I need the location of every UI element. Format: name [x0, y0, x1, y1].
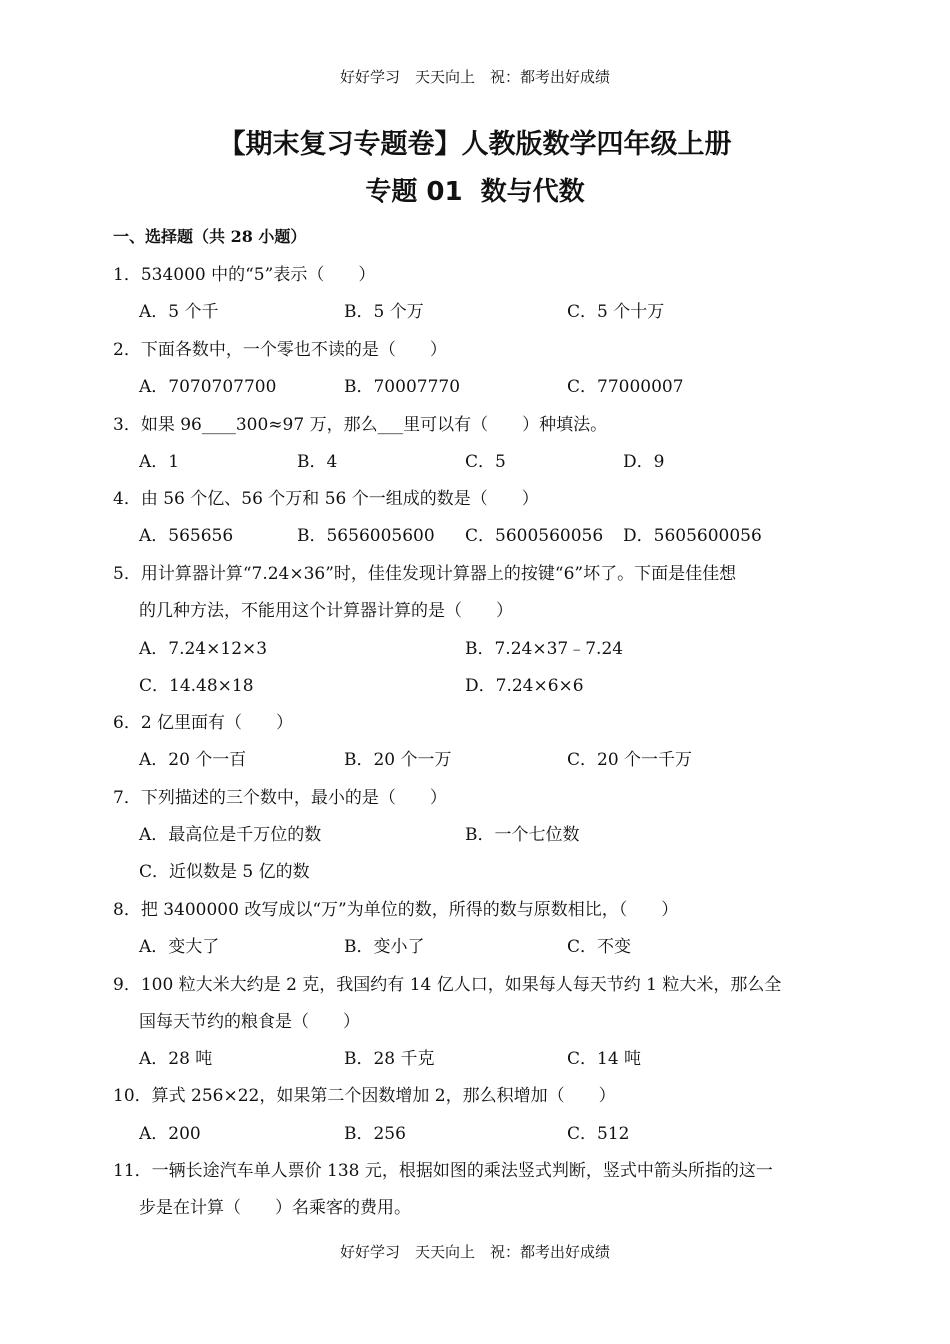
- q5-option-a: A．7.24×12×3: [139, 639, 268, 659]
- question-6: 6．2 亿里面有（ ）: [113, 713, 294, 733]
- q10-option-a: A．200: [139, 1124, 201, 1144]
- question-5: 5．用计算器计算“7.24×36”时，佳佳发现计算器上的按键“6”坏了。下面是佳佳想: [113, 564, 737, 584]
- q2-option-b: B．70007770: [344, 377, 461, 397]
- q7-option-b: B．一个七位数: [465, 825, 580, 845]
- q10-option-c: C．512: [567, 1124, 630, 1144]
- page-footer: 好好学习 天天向上 祝：都考出好成绩: [339, 1243, 610, 1261]
- q3-option-a: A．1: [139, 452, 180, 472]
- question-11-cont: 步是在计算（ ）名乘客的费用。: [139, 1198, 411, 1218]
- question-11: 11．一辆长途汽车单人票价 138 元，根据如图的乘法竖式判断，竖式中箭头所指的这一: [113, 1161, 773, 1181]
- section-heading: 一、选择题（共 28 小题）: [113, 227, 307, 246]
- q8-option-b: B．变小了: [344, 937, 425, 957]
- q5-option-b: B．7.24×37﹣7.24: [465, 639, 624, 659]
- question-3: 3．如果 96____300≈97 万，那么___里可以有（ ）种填法。: [113, 415, 608, 435]
- question-5-cont: 的几种方法，不能用这个计算器计算的是（ ）: [139, 601, 513, 621]
- question-4: 4．由 56 个亿、56 个万和 56 个一组成的数是（ ）: [113, 489, 539, 509]
- q8-option-c: C．不变: [567, 937, 632, 957]
- question-2: 2．下面各数中，一个零也不读的是（ ）: [113, 340, 447, 360]
- q9-option-c: C．14 吨: [567, 1049, 642, 1069]
- q3-option-b: B．4: [297, 452, 338, 472]
- q3-option-c: C．5: [465, 452, 506, 472]
- question-1: 1．534000 中的“5”表示（ ）: [113, 265, 376, 285]
- q10-option-b: B．256: [344, 1124, 406, 1144]
- question-9-cont: 国每天节约的粮食是（ ）: [139, 1012, 360, 1032]
- q2-option-c: C．77000007: [567, 377, 684, 397]
- q4-option-d: D．5605600056: [623, 526, 762, 546]
- question-10: 10．算式 256×22，如果第二个因数增加 2，那么积增加（ ）: [113, 1086, 616, 1106]
- q5-option-c: C．14.48×18: [139, 676, 254, 696]
- question-7: 7．下列描述的三个数中，最小的是（ ）: [113, 788, 447, 808]
- q6-option-b: B．20 个一万: [344, 750, 452, 770]
- q7-option-c: C．近似数是 5 亿的数: [139, 862, 310, 882]
- q4-option-b: B．5656005600: [297, 526, 435, 546]
- page-title: 【期末复习专题卷】人教版数学四年级上册: [218, 129, 732, 160]
- question-9: 9．100 粒大米大约是 2 克，我国约有 14 亿人口，如果每人每天节约 1 粒大米，那么全: [113, 975, 782, 995]
- page-subtitle: 专题 01 数与代数: [365, 177, 585, 207]
- q4-option-c: C．5600560056: [465, 526, 604, 546]
- q8-option-a: A．变大了: [139, 937, 220, 957]
- q7-option-a: A．最高位是千万位的数: [139, 825, 322, 845]
- page-header: 好好学习 天天向上 祝：都考出好成绩: [339, 68, 610, 86]
- q9-option-a: A．28 吨: [139, 1049, 213, 1069]
- q1-option-c: C．5 个十万: [567, 302, 665, 322]
- q1-option-b: B．5 个万: [344, 302, 424, 322]
- q6-option-c: C．20 个一千万: [567, 750, 693, 770]
- q5-option-d: D．7.24×6×6: [465, 676, 584, 696]
- q9-option-b: B．28 千克: [344, 1049, 435, 1069]
- q1-option-a: A．5 个千: [139, 302, 219, 322]
- q4-option-a: A．565656: [139, 526, 234, 546]
- q3-option-d: D．9: [623, 452, 665, 472]
- q6-option-a: A．20 个一百: [139, 750, 247, 770]
- question-8: 8．把 3400000 改写成以“万”为单位的数，所得的数与原数相比，（ ）: [113, 900, 679, 920]
- q2-option-a: A．7070707700: [139, 377, 277, 397]
